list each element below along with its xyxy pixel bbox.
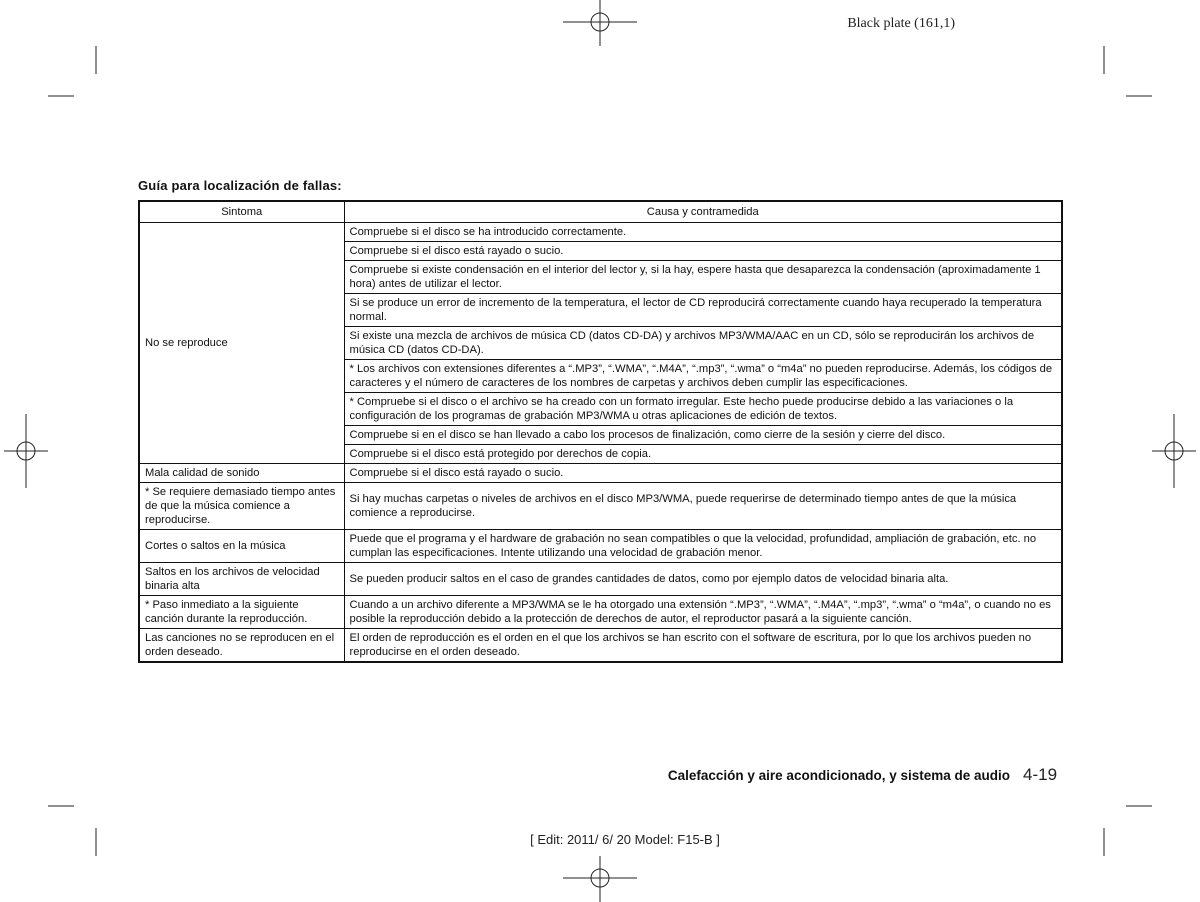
symptom-cell: Mala calidad de sonido <box>139 464 344 483</box>
cause-cell: Compruebe si el disco está protegido por derechos de copia. <box>344 445 1062 464</box>
footer-section-title: Calefacción y aire acondicionado, y sistema de audio <box>667 768 1010 783</box>
symptom-cell: * Se requiere demasiado tiempo antes de que la música comience a reproducirse. <box>139 483 344 530</box>
cause-cell: Se pueden producir saltos en el caso de grandes cantidades de datos, como por ejemplo datos de velocidad binaria alta. <box>344 563 1062 596</box>
cause-cell: Compruebe si el disco está rayado o sucio. <box>344 242 1062 261</box>
cause-cell: Si existe una mezcla de archivos de música CD (datos CD-DA) y archivos MP3/WMA/AAC en un CD, sólo se reproducirán los archivos de música CD (datos CD-DA). <box>344 327 1062 360</box>
registration-mark-right <box>1152 414 1196 488</box>
table-row <box>139 629 1062 663</box>
cause-cell: Compruebe si el disco se ha introducido correctamente. <box>344 223 1062 242</box>
registration-mark-top <box>563 0 637 46</box>
cause-cell: Si se produce un error de incremento de la temperatura, el lector de CD reproducirá correctamente cuando haya recuperado la temperatura normal. <box>344 294 1062 327</box>
table-row <box>139 464 1062 483</box>
registration-mark-bottom <box>563 856 637 902</box>
cause-cell: * Compruebe si el disco o el archivo se ha creado con un formato irregular. Este hecho puede producirse debido a las variaciones o la configuración de los programas de grabación MP3/WMA u otras aplicaciones de edición de textos. <box>344 393 1062 426</box>
cause-cell: Compruebe si existe condensación en el interior del lector y, si la hay, espere hasta que desaparezca la condensación (aproximadamente 1 hora) antes de utilizar el lector. <box>344 261 1062 294</box>
symptom-cell: Saltos en los archivos de velocidad binaria alta <box>139 563 344 596</box>
table-row <box>139 223 1062 242</box>
cause-cell: Compruebe si en el disco se han llevado a cabo los procesos de finalización, como cierre de la sesión y cierre del disco. <box>344 426 1062 445</box>
table-row <box>139 530 1062 563</box>
header-symptom: Sintoma <box>139 201 344 223</box>
cause-cell: El orden de reproducción es el orden en el que los archivos se han escrito con el software de escritura, por lo que los archivos pueden no reproducirse en el orden deseado. <box>344 629 1062 663</box>
table-row <box>139 483 1062 530</box>
edit-info: [ Edit: 2011/ 6/ 20 Model: F15-B ] <box>530 832 720 847</box>
cause-cell: * Los archivos con extensiones diferentes a “.MP3”, “.WMA”, “.M4A”, “.mp3”, “.wma” o “m4a” no pueden reproducirse. Además, los códigos de caracteres y el número de caracteres de los nombres de carpetas y archivos deben cumplir las especificaciones. <box>344 360 1062 393</box>
cause-cell: Puede que el programa y el hardware de grabación no sean compatibles o que la velocidad, profundidad, ampliación de grabación, etc. no cumplan las especificaciones. Intente utilizando una velocidad de grabación menor. <box>344 530 1062 563</box>
symptom-cell: No se reproduce <box>139 223 344 464</box>
cause-cell: Si hay muchas carpetas o niveles de archivos en el disco MP3/WMA, puede requerirse de determinado tiempo antes de que la música comience a reproducirse. <box>344 483 1062 530</box>
plate-label: Black plate (161,1) <box>847 16 955 31</box>
symptom-cell: Cortes o saltos en la música <box>139 530 344 563</box>
page-number: 4-19 <box>1023 765 1058 784</box>
symptom-cell: * Paso inmediato a la siguiente canción durante la reproducción. <box>139 596 344 629</box>
cause-cell: Cuando a un archivo diferente a MP3/WMA se le ha otorgado una extensión “.MP3”, “.WMA”, “.M4A”, “.mp3”, “.wma” o “m4a”, o cuando no es posible la reproducción debido a la protección de derechos de autor, el reproductor pasará a la siguiente canción. <box>344 596 1062 629</box>
cause-cell: Compruebe si el disco está rayado o sucio. <box>344 464 1062 483</box>
header-cause: Causa y contramedida <box>344 201 1062 223</box>
table-row <box>139 596 1062 629</box>
troubleshooting-table <box>138 200 1063 663</box>
symptom-cell: Las canciones no se reproducen en el orden deseado. <box>139 629 344 663</box>
section-title: Guía para localización de fallas: <box>138 178 342 193</box>
table-row <box>139 563 1062 596</box>
table-header-row <box>139 201 1062 223</box>
registration-mark-left <box>4 414 48 488</box>
